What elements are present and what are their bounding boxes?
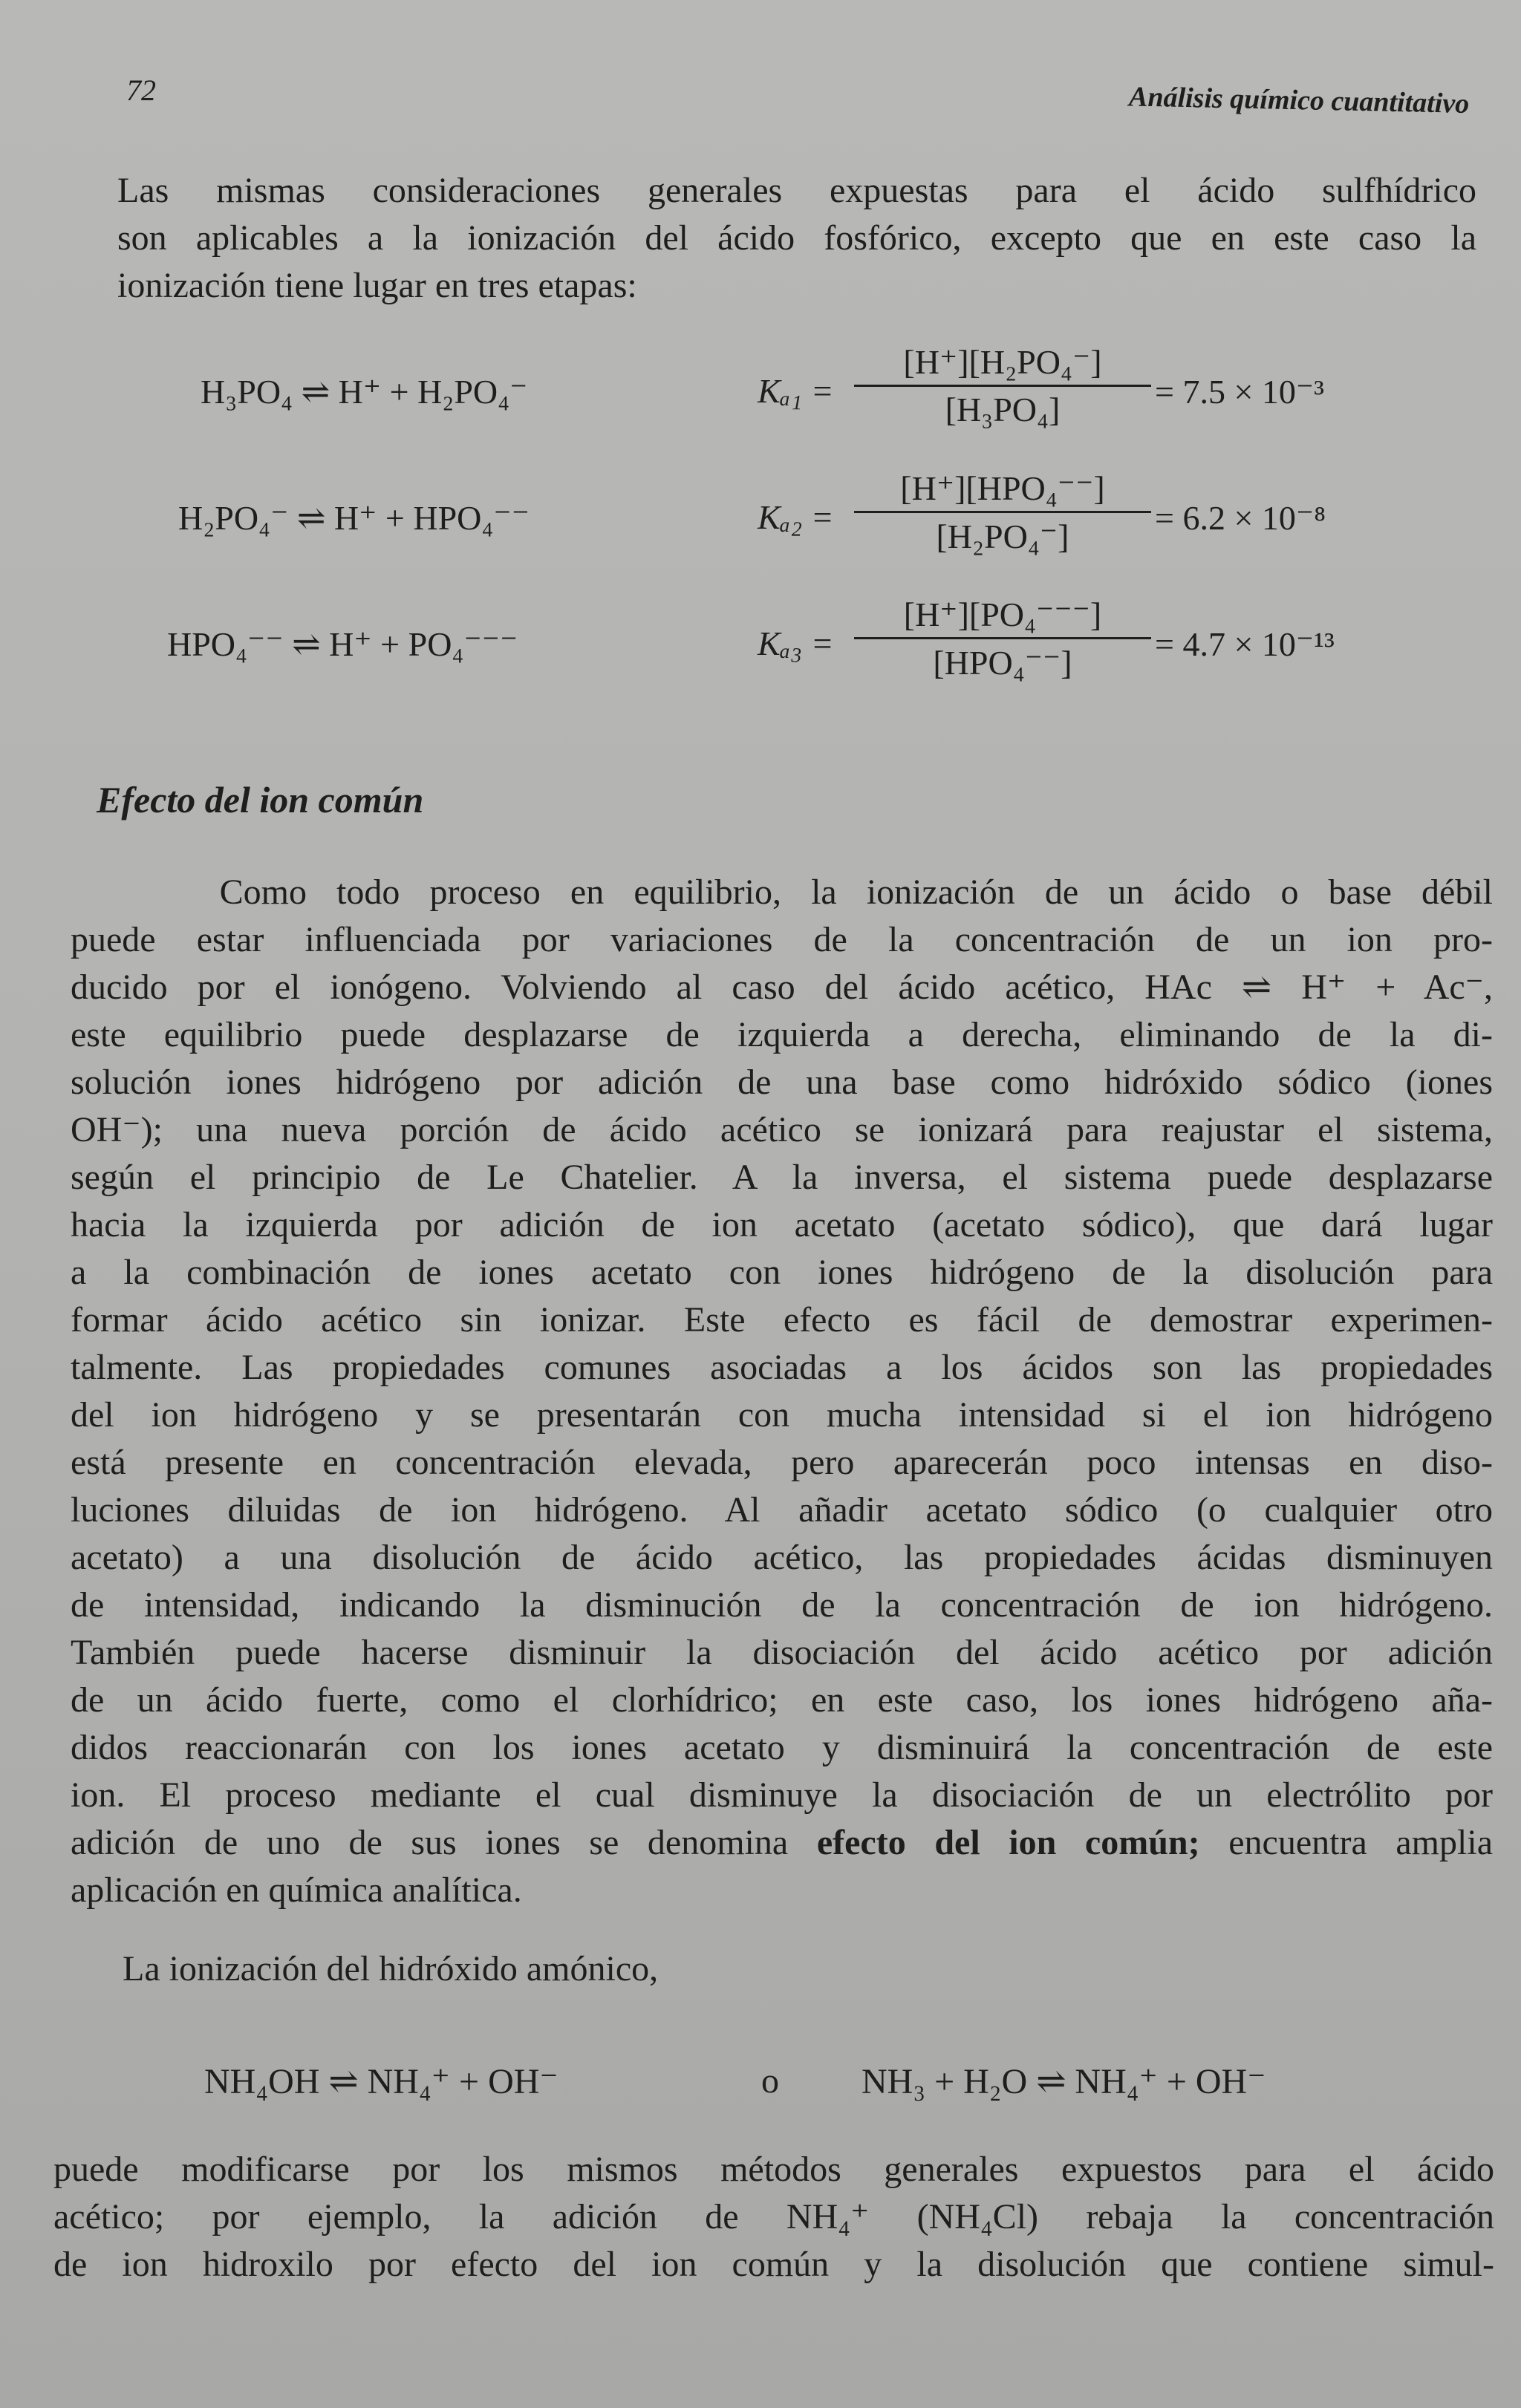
text-line: solución iones hidrógeno por adición de una base como hidróxido sódico (iones xyxy=(71,1063,1493,1102)
text-line: Como todo proceso en equilibrio, la ionización de un ácido o base débil xyxy=(71,872,1493,912)
text-line: talmente. Las propiedades comunes asociadas a los ácidos son las propiedades xyxy=(71,1348,1493,1387)
equation-constant: Kₐ₂ = xyxy=(758,498,834,536)
ionization-line: La ionización del hidróxido amónico, xyxy=(123,1949,659,1988)
equation-fraction xyxy=(854,594,1151,682)
bold-term: efecto del ion común; xyxy=(816,1823,1200,1862)
text-line-with-term xyxy=(71,1819,1493,1867)
fraction-numerator: [H⁺][H₂PO₄⁻] xyxy=(854,342,1151,387)
text-line: según el principio de Le Chatelier. A la inversa, el sistema puede desplazarse xyxy=(71,1158,1493,1197)
text-line: este equilibrio puede desplazarse de izquierda a derecha, eliminando de la di- xyxy=(71,1015,1493,1054)
ammonium-equation-2: NH₃ + H₂O ⇌ NH₄⁺ + OH⁻ xyxy=(862,2062,1266,2101)
section-heading: Efecto del ion común xyxy=(97,779,424,820)
equation-value: = 4.7 × 10⁻¹³ xyxy=(1155,625,1335,663)
equation-row-1 xyxy=(0,342,1521,453)
equation-row-2 xyxy=(0,468,1521,579)
text-line: ducido por el ionógeno. Volviendo al caso del ácido acético, HAc ⇌ H⁺ + Ac⁻, xyxy=(71,968,1493,1007)
text-line: aplicación en química analítica. xyxy=(71,1870,522,1910)
text-fragment: adición de uno de sus iones se denomina xyxy=(71,1823,817,1862)
text-line: hacia la izquierda por adición de ion acetato (acetato sódico), que dará lugar xyxy=(71,1205,1493,1244)
text-line: OH⁻); una nueva porción de ácido acético se ionizará para reajustar el sistema, xyxy=(71,1110,1493,1149)
text-line: de un ácido fuerte, como el clorhídrico; en este caso, los iones hidrógeno aña- xyxy=(71,1680,1493,1720)
intro-line: Las mismas consideraciones generales expuestas para el ácido sulfhídrico xyxy=(117,171,1476,210)
text-line: acetato) a una disolución de ácido acético, las propiedades ácidas disminuyen xyxy=(71,1538,1493,1577)
intro-line: son aplicables a la ionización del ácido fosfórico, excepto que en este caso la xyxy=(117,218,1476,258)
intro-paragraph xyxy=(117,167,1476,310)
equation-constant: Kₐ₁ = xyxy=(758,372,834,410)
equation-constant: Kₐ₃ = xyxy=(758,624,834,662)
equation-value: = 7.5 × 10⁻³ xyxy=(1155,373,1324,411)
main-paragraph xyxy=(71,869,1493,1914)
equation-reaction: H₃PO₄ ⇌ H⁺ + H₂PO₄⁻ xyxy=(201,373,528,411)
text-line: También puede hacerse disminuir la disociación del ácido acético por adición xyxy=(71,1633,1493,1672)
text-fragment: encuentra amplia xyxy=(1199,1823,1493,1862)
text-line: acético; por ejemplo, la adición de NH₄⁺ (NH₄Cl) rebaja la concentración xyxy=(53,2197,1494,2236)
equation-value: = 6.2 × 10⁻⁸ xyxy=(1155,499,1326,537)
text-line: ion. El proceso mediante el cual disminuye la disociación de un electrólito por xyxy=(71,1775,1493,1815)
fraction-denominator: [HPO₄⁻⁻] xyxy=(933,644,1072,682)
fraction-denominator: [H₂PO₄⁻] xyxy=(936,518,1069,555)
final-paragraph xyxy=(53,2146,1494,2288)
running-title: Análisis químico cuantitativo xyxy=(1128,81,1470,120)
text-line: de intensidad, indicando la disminución de la concentración de ion hidrógeno. xyxy=(71,1585,1493,1625)
equation-fraction xyxy=(854,342,1151,429)
equation-row-3 xyxy=(0,594,1521,705)
text-line: del ion hidrógeno y se presentarán con mucha intensidad si el ion hidrógeno xyxy=(71,1395,1493,1435)
text-line: luciones diluidas de ion hidrógeno. Al añadir acetato sódico (o cualquier otro xyxy=(71,1490,1493,1530)
ammonium-equation-1: NH₄OH ⇌ NH₄⁺ + OH⁻ xyxy=(204,2062,558,2101)
text-line: de ion hidroxilo por efecto del ion común y la disolución que contiene simul- xyxy=(53,2245,1494,2284)
text-line: está presente en concentración elevada, pero aparecerán poco intensas en diso- xyxy=(71,1443,1493,1482)
equation-reaction: H₂PO₄⁻ ⇌ H⁺ + HPO₄⁻⁻ xyxy=(178,499,530,537)
text-line: didos reaccionarán con los iones acetato y disminuirá la concentración de este xyxy=(71,1728,1493,1767)
fraction-numerator: [H⁺][PO₄⁻⁻⁻] xyxy=(854,594,1151,639)
fraction-numerator: [H⁺][HPO₄⁻⁻] xyxy=(854,468,1151,513)
fraction-denominator: [H₃PO₄] xyxy=(945,391,1061,428)
text-line: a la combinación de iones acetato con iones hidrógeno de la disolución para xyxy=(71,1253,1493,1292)
text-line: puede estar influenciada por variaciones de la concentración de un ion pro- xyxy=(71,920,1493,959)
text-line: puede modificarse por los mismos métodos generales expuestos para el ácido xyxy=(53,2150,1494,2189)
equation-or: o xyxy=(761,2061,779,2101)
intro-line: ionización tiene lugar en tres etapas: xyxy=(117,266,637,305)
equation-fraction xyxy=(854,468,1151,556)
text-line: formar ácido acético sin ionizar. Este efecto es fácil de demostrar experimen- xyxy=(71,1300,1493,1340)
equation-reaction: HPO₄⁻⁻ ⇌ H⁺ + PO₄⁻⁻⁻ xyxy=(167,625,518,663)
page-number: 72 xyxy=(126,74,156,107)
